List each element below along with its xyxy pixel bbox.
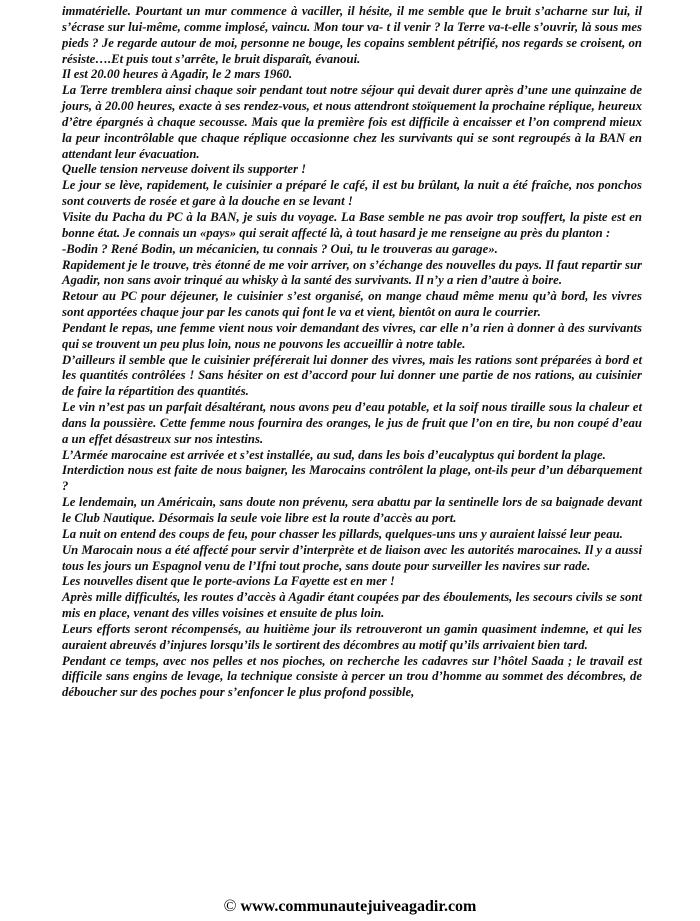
paragraph: -Bodin ? René Bodin, un mécanicien, tu connais ? Oui, tu le trouveras au garage». [62,241,498,256]
document-body [62,4,642,701]
paragraph: Un Marocain nous a été affecté pour servir d’interprète et de liaison avec les autorités marocaines. Il y a aussi tous les jours un Espagnol venu de l’Ifni tout proche, sans doute pour surveiller les navires sur rade. [62,542,642,573]
website-link[interactable]: www.communautejuiveagadir.com [240,898,477,915]
paragraph: Rapidement je le trouve, très étonné de me voir arriver, on s’échange des nouvelles du pays. Il faut repartir sur Agadir, non sans avoir trinqué au whisky à la santé des survivants. Il n’y a rien d’autre à boire. [62,257,642,288]
footer-website [0,896,700,916]
paragraph: immatérielle. Pourtant un mur commence à vaciller, il hésite, il me semble que le bruit s’acharne sur lui, il s’écrase sur lui-même, comme implosé, vaincu. Mon tour va- t il venir ? la Terre va-t-elle s’ouvrir, là sous mes pieds ? Je regarde autour de moi, personne ne bouge, les copains semblent pétrifié, nos regards se croisent, on résiste….Et puis tout s’arrête, le bruit disparaît, évanoui. [62,4,642,66]
paragraph: Le lendemain, un Américain, sans doute non prévenu, sera abattu par la sentinelle lors de sa baignade devant le Club Nautique. Désormais la seule voie libre est la route d’accès au port. [62,495,642,525]
paragraph: Quelle tension nerveuse doivent ils supporter ! [62,162,307,177]
paragraph: Interdiction nous est faite de nous baigner, les Marocains contrôlent la plage, ont-ils peur d’un débarquement ? [62,463,642,494]
paragraph: Le jour se lève, rapidement, le cuisinier a préparé le café, il est bu brûlant, la nuit a été fraîche, nos ponchos sont couverts de rosée et gare à la douche en se levant ! [62,178,642,209]
paragraph: La Terre tremblera ainsi chaque soir pendant tout notre séjour qui devait durer après d’une une quinzaine de jours, à 20.00 heures, exacte à ses rendez-vous, et nous attendront stoïquement la prochaine réplique, heureux d’être épargnés à chaque secousse. Mais que la première fois est difficile à encaisser et l’on comprend mieux la peur incontrôlable que chaque réplique occasionne chez les survivants qui se sont regroupés à la BAN en attendant leur évacuation. [62,83,642,161]
paragraph: Visite du Pacha du PC à la BAN, je suis du voyage. La Base semble ne pas avoir trop souffert, la piste est en bonne état. Je connais un «pays» qui serait affecté là, à tout hasard je me renseigne au près du planton : [62,209,642,240]
paragraph: D’ailleurs il semble que le cuisinier préférerait lui donner des vivres, mais les rations sont préparées à bord et les quantités contrôlées ! Sans hésiter on est d’accord pour lui donner une partie de nos rations, au cuisinier de faire la répartition des quantités. [62,352,642,399]
paragraph: Pendant le repas, une femme vient nous voir demandant des vivres, car elle n’a rien à donner à des survivants qui se trouvent un peu plus loin, nous ne pouvons les accueillir à notre table. [62,320,642,351]
paragraph: Le vin n’est pas un parfait désaltérant, nous avons peu d’eau potable, et la soif nous tiraille sous la chaleur et dans la poussière. Cette femme nous fournira des oranges, le jus de fruit que l’on en tire, bu non coupé d’eau a un effet désastreux sur nos intestins. [62,400,642,446]
paragraph: L’Armée marocaine est arrivée et s’est installée, au sud, dans les bois d’eucalyptus qui bordent la plage. [62,447,606,462]
paragraph: Retour au PC pour déjeuner, le cuisinier s’est organisé, on mange chaud même menu qu’à bord, les vivres sont apportées chaque jour par les canots qui font le va et vient, bientôt on aura le courrier. [62,289,642,320]
paragraph: Après mille difficultés, les routes d’accès à Agadir étant coupées par des éboulements, les secours civils se sont mis en place, venant des villes voisines et ensuite de plus loin. [62,590,642,621]
paragraph: Leurs efforts seront récompensés, au huitième jour ils retrouveront un gamin quasiment indemne, et qui les auraient abreuvés d’injures lorsqu’ils le sortirent des décombres au motif qu’ils arrivaient bien tard. [62,621,642,652]
paragraph: Les nouvelles disent que le porte-avions La Fayette est en mer ! [62,574,395,589]
paragraph: La nuit on entend des coups de feu, pour chasser les pillards, quelques-uns uns y auraient laissé leur peau. [62,526,623,541]
paragraph: Il est 20.00 heures à Agadir, le 2 mars 1960. [62,67,293,82]
paragraph: Pendant ce temps, avec nos pelles et nos pioches, on recherche les cadavres sur l’hôtel Saada ; le travail est difficile sans engins de levage, la technique consiste à percer un trou d’homme au sommet des décombres, de déboucher sur des poches pour s’enfoncer le plus profond possible, [62,653,642,700]
copyright-symbol: © [223,896,237,915]
